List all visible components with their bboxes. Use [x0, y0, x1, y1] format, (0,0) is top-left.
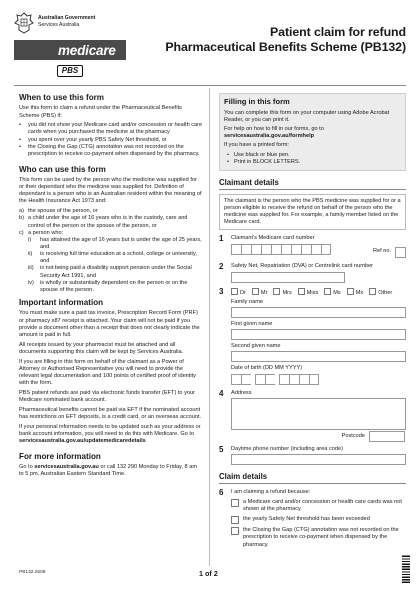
form-code: PB132.2508: [19, 570, 46, 575]
phone-field[interactable]: [231, 454, 406, 465]
more-info-heading: For more information: [19, 451, 101, 461]
medicare-logo: medicare: [14, 40, 126, 60]
phone-label: Daytime phone number (including area code): [231, 445, 343, 452]
second-name-field[interactable]: [231, 351, 406, 362]
postcode-field[interactable]: [369, 431, 405, 442]
dob-label: Date of birth (DD MM YYYY): [231, 365, 303, 372]
who-item: a child under the age of 16 years who is in the custody, care and control of the person or the spouse of the person, or: [28, 215, 188, 229]
title-checkbox[interactable]: [252, 288, 259, 295]
filling-p3: If you have a printed form:: [224, 142, 289, 149]
when-bullet: • the Closing the Gap (CTG) annotation was not recorded on the prescription to receive co-payment when dispensed by the pharmacy.: [19, 144, 203, 158]
coat-of-arms-icon: [14, 12, 34, 34]
claim-option-checkbox[interactable]: [231, 527, 239, 535]
important-p1: You must make sure a paid tax invoice, Prescription Record Form (PRF) or pharmacy s87 receipt is attached. Your claim will not be paid if you provide a document other than a receipt that does not clearly indicate the amount is paid in full.: [19, 310, 200, 338]
important-p6: If your personal information needs to be updated such as your address or bank account information, you will need to do this with Medicare. Go to servicesaustralia.gov.au/updatemedicaredetails: [19, 423, 201, 444]
who-sublist: i) has attained the age of 16 years but is under the age of 25 years, and ii) is receiving full time education at a school, college or university, and iii) is not being paid a disability support pension under the Social Security Act 1991, and iv) is wholly or substantially dependent on the person or on the spouse of the person.: [28, 236, 202, 293]
filling-in-box: [219, 93, 406, 171]
claim-option-checkbox[interactable]: [231, 499, 239, 507]
title-line2: Pharmaceutical Benefits Scheme (PB132): [165, 39, 406, 54]
gov-line1: Australian Government: [38, 15, 96, 21]
filling-p1: You can complete this form on your computer using Adobe Acrobat Reader, or you can print it.: [224, 109, 390, 123]
claim-section-header: [219, 472, 406, 484]
title-checkbox[interactable]: [298, 288, 305, 295]
claimant-section-header: [219, 178, 406, 190]
claim-heading: Claim details: [219, 471, 268, 481]
pbs-logo: PBS: [57, 65, 83, 77]
dob-field[interactable]: [231, 374, 406, 385]
ref-no-field[interactable]: [395, 247, 406, 258]
second-name-label: Second given name: [231, 343, 281, 350]
services-link[interactable]: servicesaustralia.gov.au: [34, 464, 99, 471]
concession-card-field[interactable]: [231, 272, 345, 283]
title-checkbox[interactable]: [231, 288, 238, 295]
title-checkbox[interactable]: [369, 288, 376, 295]
question-2: 2 Safety Net, Repatriation (DVA) or Centrelink card number: [219, 263, 406, 283]
filling-heading: Filling in this form: [224, 97, 290, 106]
who-item: a person who:: [28, 229, 64, 236]
title-options: Dr Mr Mrs Miss Ms Mx Other: [231, 288, 406, 297]
family-name-label: Family name: [231, 298, 264, 305]
form-title: [165, 25, 406, 54]
question-3: 3 Dr Mr Mrs Miss Ms Mx Other Family name First given name Second given name Date of birth (DD MM YYYY): [219, 288, 406, 385]
who-item: the spouse of the person, or: [28, 208, 98, 215]
address-label: Address: [231, 389, 252, 396]
important-heading: Important information: [19, 298, 104, 308]
filling-bullet: • Use black or blue pen.: [224, 152, 401, 159]
important-p3: If you are filling in this form on behalf of the claimant as a Power of Attorney or Authorised Representative you will need to provide the relevant legal documentation and 100 points of certified proof of identity with the form.: [19, 358, 196, 387]
family-name-field[interactable]: [231, 307, 406, 318]
question-6: 6 I am claiming a refund because: a Medicare card and/or concession or health care cards was not shown at the pharmacy the yearly Safety Net threshold has been exceeded the Closing the Gap (CTG) annotation was not recorded on the prescription to receive co-payment when dispensed by the pharmacy.: [219, 489, 406, 549]
column-divider: [209, 88, 210, 566]
claim-option: the yearly Safety Net threshold has been exceeded: [231, 516, 406, 524]
who-intro: This form can be used by the person who the medicine was supplied for or their dependant who the medicine was supplied for. Definition of dependant is a person who is an Australian resident within the meaning of the Health Insurance Act 1973 and:: [19, 177, 202, 205]
who-subitem: is receiving full time education at a school, college or university, and: [40, 251, 197, 265]
page-number: 1 of 2: [199, 569, 218, 578]
question-4: 4 Address Postcode: [219, 390, 406, 430]
barcode-icon: [402, 555, 410, 583]
question-5: 5 Daytime phone number (including area code): [219, 446, 406, 465]
form-column: [219, 93, 406, 549]
formhelp-link[interactable]: servicesaustralia.gov.au/formhelp: [224, 133, 315, 140]
filling-p2: For help on how to fill in our forms, go to servicesaustralia.gov.au/formhelp: [224, 126, 324, 140]
who-subitem: is not being paid a disability support pension under the Social Security Act 1991, and: [40, 265, 192, 279]
claim-option-checkbox[interactable]: [231, 516, 239, 524]
header-divider: [14, 85, 406, 86]
when-bullet: • you spent over your yearly PBS Safety Net threshold, or: [19, 137, 203, 144]
first-name-field[interactable]: [231, 329, 406, 340]
title-checkbox[interactable]: [324, 288, 331, 295]
address-field[interactable]: [231, 398, 406, 439]
title-checkbox[interactable]: [347, 288, 354, 295]
first-name-label: First given name: [231, 321, 273, 328]
filling-bullet: • Print in BLOCK LETTERS.: [224, 159, 401, 166]
q2-label: Safety Net, Repatriation (DVA) or Centrelink card number: [231, 262, 373, 269]
question-1: 1 Claimant's Medicare card number Ref no.: [219, 235, 406, 257]
instructions-column: [19, 93, 203, 481]
government-wordmark: [38, 15, 95, 28]
when-bullet: • you did not show your Medicare card and/or concession or health care cards when you purchased the medicine at the pharmacy: [19, 122, 203, 136]
important-p5: Pharmaceutical benefits cannot be paid via EFT if the nominated account has restrictions on EFT deposits, is a credit card, or an overseas account.: [19, 406, 202, 420]
title-line1: Patient claim for refund: [270, 25, 406, 39]
who-subitem: has attained the age of 16 years but is under the age of 25 years, and: [40, 236, 202, 250]
claimant-info-box: The claimant is the person who the PBS medicine was supplied for or a person eligible to receive the refund on behalf of the person who the medicine was supplied for. For example, a family member listed on the Medicare card.: [219, 194, 406, 231]
title-checkbox[interactable]: [273, 288, 280, 295]
when-intro: Use this form to claim a refund under the Pharmaceutical Benefits Scheme (PBS) if:: [19, 105, 182, 119]
who-list: a) the spouse of the person, or b) a child under the age of 16 years who is in the custody, care and control of the person or the spouse of the person, or c) a person who:: [19, 208, 203, 237]
medicare-number-field[interactable]: [231, 244, 331, 255]
update-details-link[interactable]: servicesaustralia.gov.au/updatemedicaredetails: [19, 437, 146, 444]
when-list: [19, 122, 203, 158]
more-info-text: Go to servicesaustralia.gov.au or call 132 290 Monday to Friday, 8 am to 5 pm, Australian Eastern Standard Time.: [19, 464, 197, 478]
postcode-label: Postcode: [341, 432, 365, 439]
q1-label: Claimant's Medicare card number: [231, 235, 315, 242]
q6-label: I am claiming a refund because:: [231, 488, 311, 495]
claim-option: the Closing the Gap (CTG) annotation was not recorded on the prescription to receive co-payment when dispensed by the pharmacy.: [231, 527, 406, 548]
claim-option: a Medicare card and/or concession or health care cards was not shown at the pharmacy: [231, 499, 406, 513]
important-p4: PBS patient refunds are paid via electronic funds transfer (EFT) to your Medicare nominated bank account.: [19, 389, 195, 403]
claimant-heading: Claimant details: [219, 177, 279, 187]
ref-no-label: Ref no.: [372, 248, 391, 255]
who-heading: Who can use this form: [19, 164, 106, 174]
when-heading: When to use this form: [19, 93, 104, 102]
who-subitem: is wholly or substantially dependent on the person or on the spouse of the person.: [40, 279, 188, 293]
gov-line2: Services Australia: [38, 21, 80, 28]
important-p2: All receipts issued by your pharmacist must be attached and all documents supporting this claim will be kept by Services Australia.: [19, 341, 184, 355]
